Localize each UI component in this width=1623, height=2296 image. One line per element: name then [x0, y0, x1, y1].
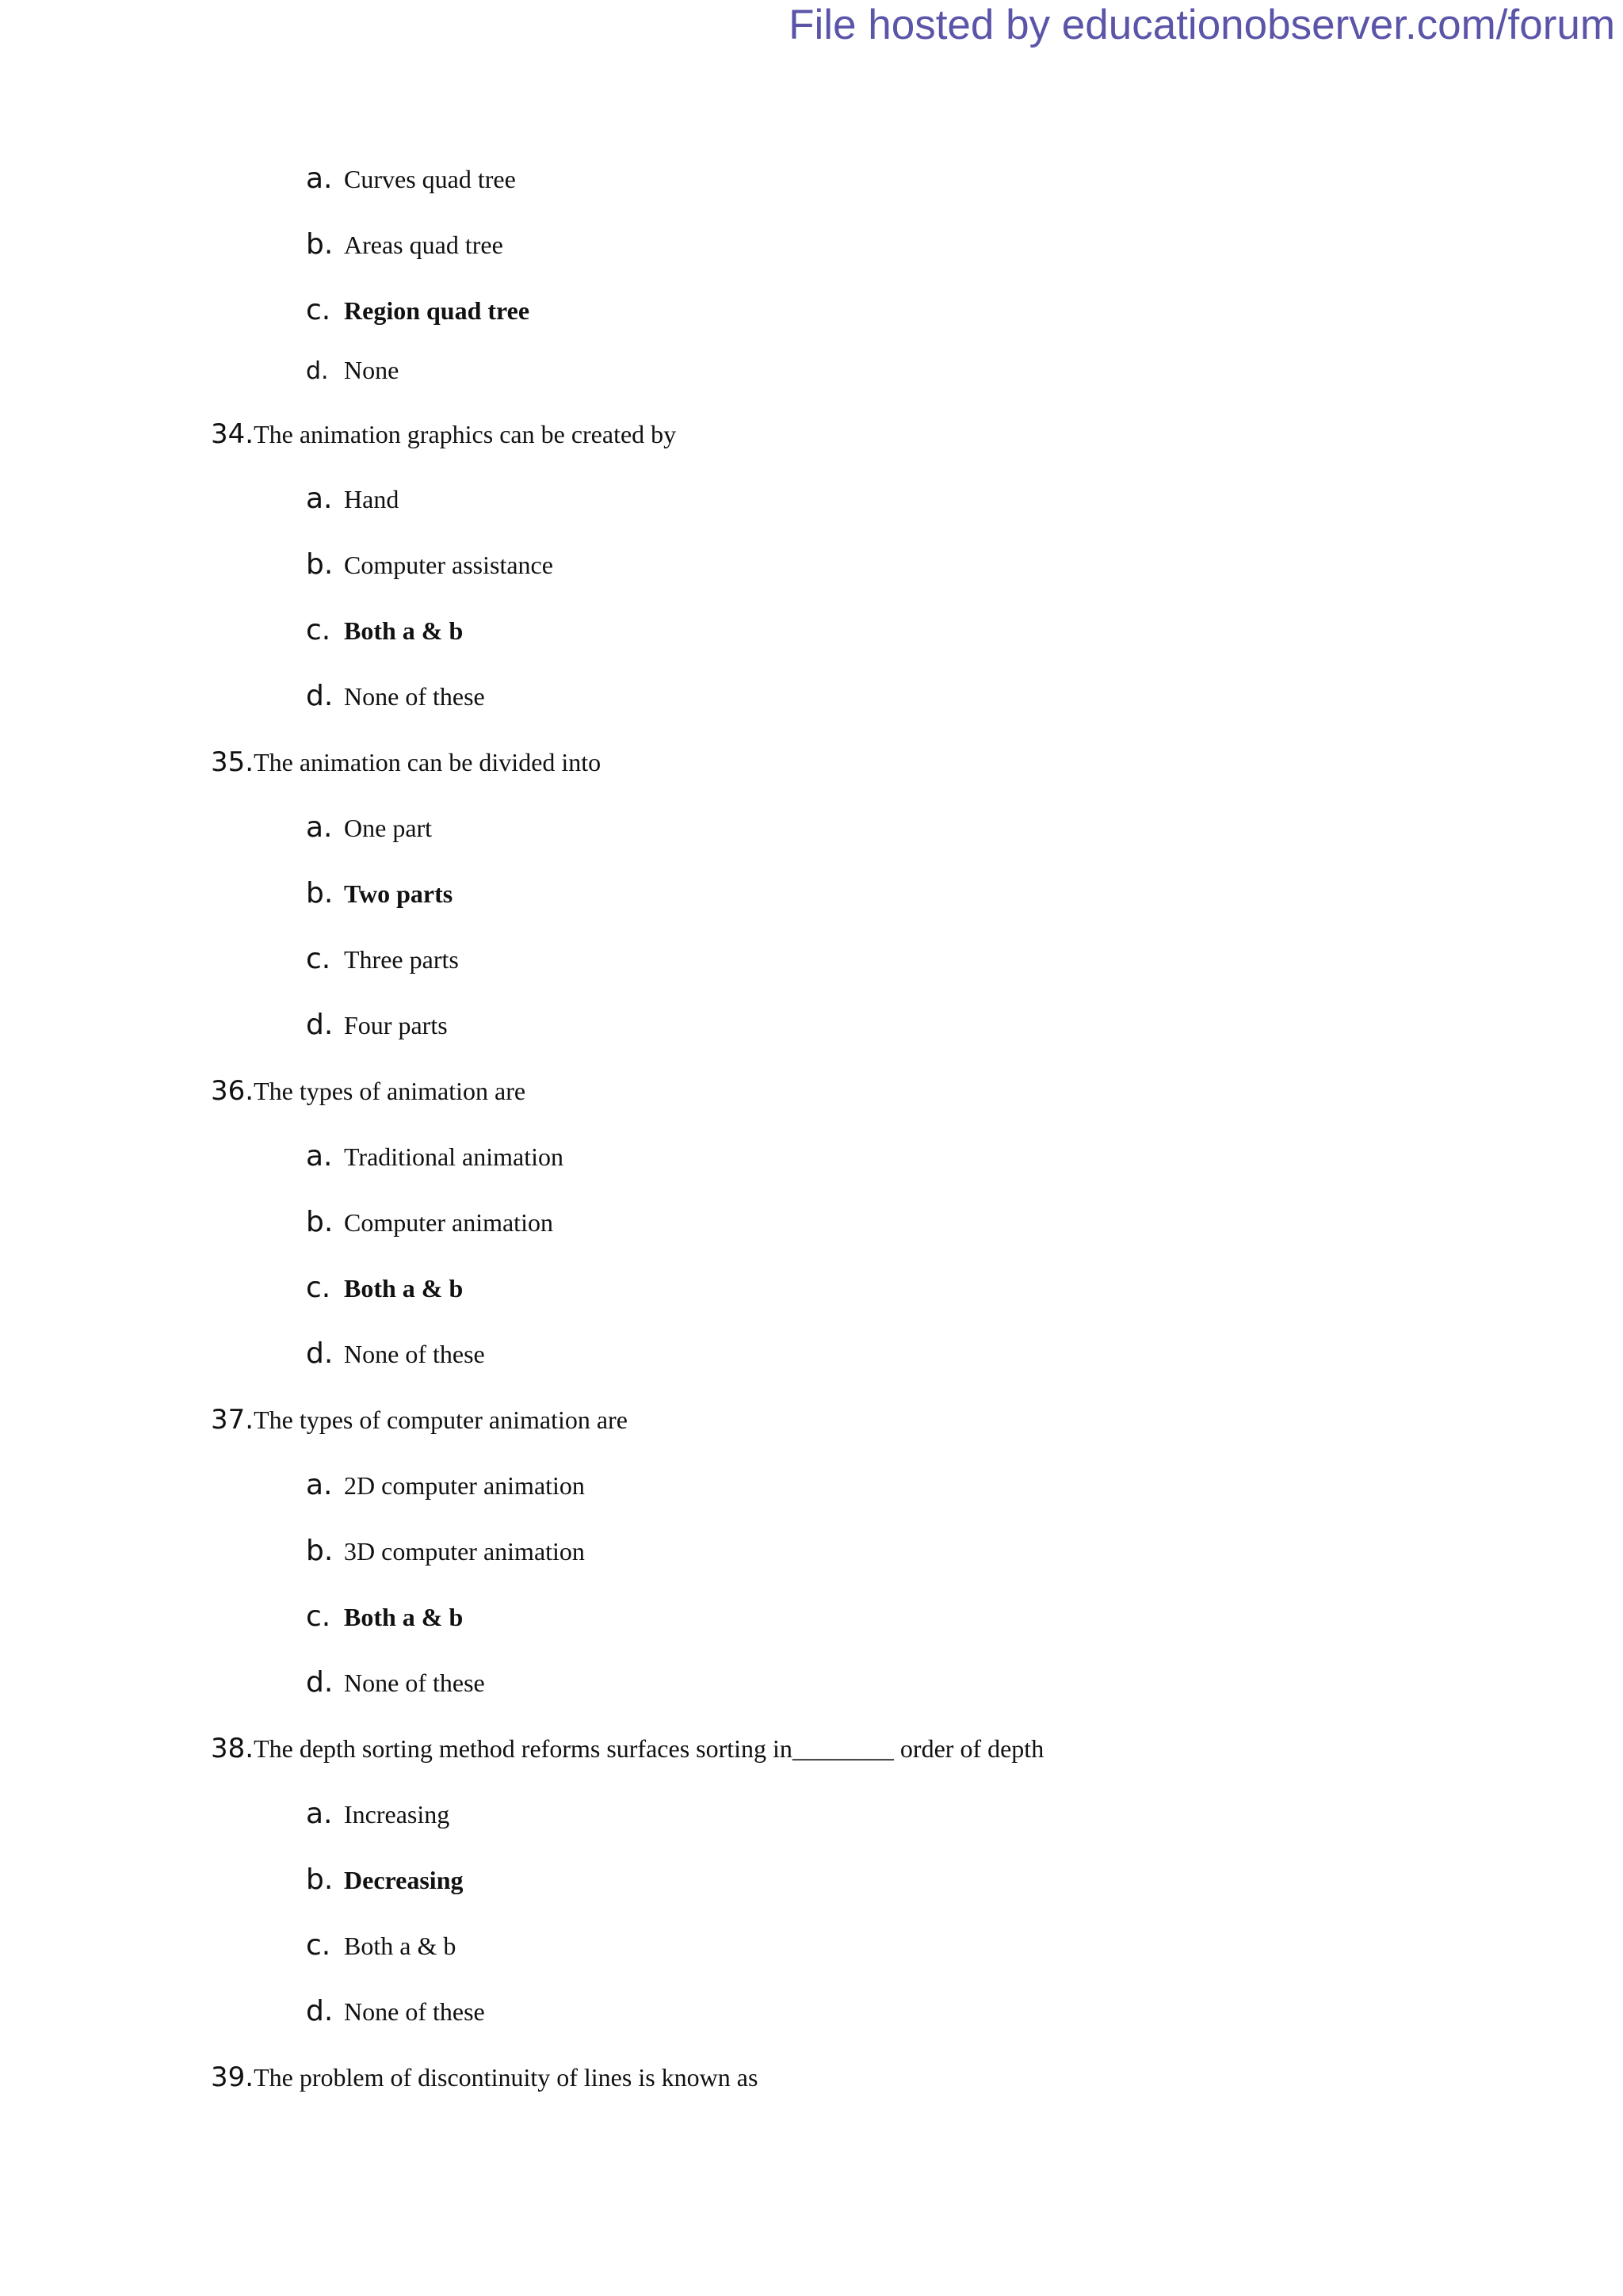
option-marker: b. [306, 1206, 334, 1238]
option-text: None of these [344, 1997, 485, 2026]
option-c [306, 607, 463, 654]
option-text-answer: Decreasing [344, 1866, 464, 1894]
question-number: 34. [211, 418, 254, 450]
option-a [306, 1791, 449, 1838]
option-d [306, 1988, 485, 2035]
option-text: None of these [344, 682, 485, 711]
option-text-answer: Region quad tree [344, 296, 530, 325]
question-number: 39. [211, 2061, 254, 2093]
option-text: Computer assistance [344, 551, 553, 579]
option-text: Increasing [344, 1800, 450, 1829]
option-marker: c. [306, 1929, 331, 1962]
option-marker: b. [306, 877, 334, 910]
question-number: 36. [211, 1075, 254, 1107]
option-text: Computer animation [344, 1208, 553, 1237]
question-text: The depth sorting method reforms surfaces sorting in________ order of depth [254, 1734, 1044, 1763]
option-c [306, 1922, 456, 1970]
option-a [306, 804, 432, 852]
option-text: Three parts [344, 945, 459, 974]
option-text-answer: Both a & b [344, 1603, 464, 1631]
option-text: Hand [344, 485, 399, 513]
option-marker: c. [306, 294, 331, 326]
option-marker: a. [306, 1469, 333, 1501]
option-text-answer: Both a & b [344, 616, 464, 645]
option-text: Both a & b [344, 1932, 456, 1960]
option-marker: b. [306, 1535, 334, 1567]
option-text-answer: Both a & b [344, 1274, 464, 1302]
option-a [306, 1462, 585, 1509]
option-c [306, 1264, 463, 1312]
question-35 [211, 738, 601, 786]
option-marker: d. [306, 680, 334, 712]
option-marker: b. [306, 548, 334, 581]
option-marker: b. [306, 228, 334, 261]
option-text: None of these [344, 1340, 485, 1368]
option-marker: a. [306, 482, 333, 515]
option-marker: c. [306, 614, 331, 646]
option-d [306, 1659, 485, 1707]
option-marker: c. [306, 1600, 331, 1633]
option-text: One part [344, 814, 433, 842]
watermark-text: File hosted by educationobserver.com/forum [789, 2, 1615, 48]
option-c [306, 287, 529, 334]
question-39 [211, 2054, 758, 2101]
option-d [306, 673, 485, 720]
option-marker: a. [306, 1798, 333, 1830]
option-text: Four parts [344, 1011, 448, 1039]
question-text: The types of animation are [254, 1077, 526, 1105]
question-number: 38. [211, 1733, 254, 1764]
option-marker: d. [306, 1009, 334, 1041]
option-d [306, 1001, 448, 1049]
question-number: 37. [211, 1404, 254, 1436]
option-b [306, 221, 503, 269]
option-marker: a. [306, 1140, 333, 1173]
option-a [306, 1133, 563, 1180]
option-a [306, 475, 399, 523]
option-marker: b. [306, 1863, 334, 1896]
option-b [306, 541, 553, 589]
option-text-answer: Two parts [344, 879, 453, 908]
option-text: Traditional animation [344, 1142, 564, 1171]
option-marker: c. [306, 943, 331, 975]
option-marker: a. [306, 162, 333, 195]
option-marker: a. [306, 811, 333, 844]
option-marker: c. [306, 1272, 331, 1304]
option-text: 2D computer animation [344, 1471, 585, 1500]
option-b [306, 1856, 463, 1904]
option-a [306, 155, 516, 203]
option-c [306, 1593, 463, 1641]
option-text: None of these [344, 1669, 485, 1697]
option-marker: d. [306, 1666, 334, 1699]
option-text: 3D computer animation [344, 1537, 585, 1566]
option-marker: d. [306, 1337, 334, 1370]
option-text: Areas quad tree [344, 231, 503, 259]
question-text: The animation graphics can be created by [254, 420, 677, 448]
option-d [306, 346, 399, 394]
option-b [306, 1199, 553, 1246]
question-34 [211, 410, 676, 458]
question-38 [211, 1725, 1044, 1772]
question-37 [211, 1396, 628, 1444]
question-text: The problem of discontinuity of lines is known as [254, 2063, 758, 2092]
question-36 [211, 1067, 525, 1115]
option-marker: d. [306, 1995, 334, 2027]
option-marker: d. [306, 357, 329, 385]
option-d [306, 1330, 485, 1378]
option-c [306, 936, 459, 983]
question-text: The types of computer animation are [254, 1405, 628, 1434]
question-number: 35. [211, 746, 254, 778]
option-text: None [344, 356, 399, 384]
option-b [306, 1527, 585, 1575]
option-text: Curves quad tree [344, 165, 516, 193]
question-text: The animation can be divided into [254, 748, 601, 776]
option-b [306, 870, 453, 917]
